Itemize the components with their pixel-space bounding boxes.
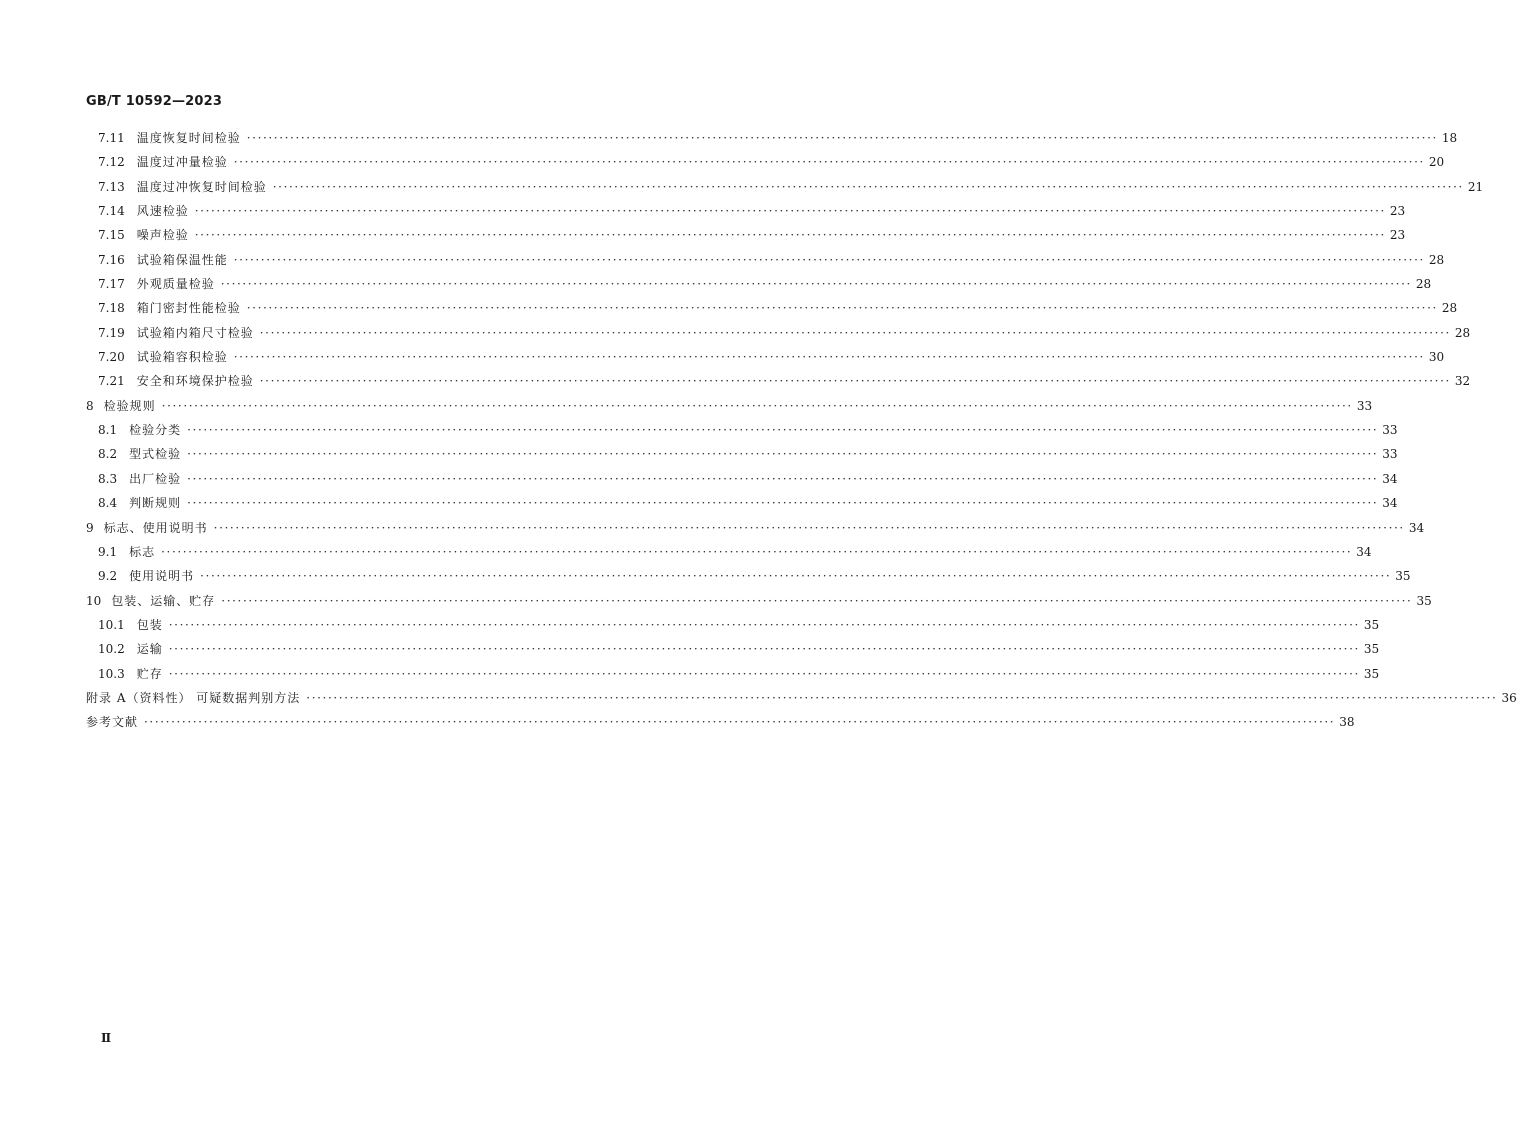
toc-entry-page: 33	[1382, 423, 1398, 438]
toc-entry-number: 10.2	[98, 642, 125, 657]
standard-code-header: GB/T 10592—2023	[86, 94, 223, 109]
toc-leader-dots: ····························································································································································································································	[187, 423, 1379, 438]
toc-entry-number: 8.2	[98, 447, 118, 462]
toc-entry[interactable]	[86, 199, 1406, 223]
toc-entry-number: 10	[86, 593, 102, 608]
toc-entry[interactable]	[86, 272, 1432, 296]
toc-leader-dots: ····························································································································································································································	[187, 471, 1379, 486]
toc-entry-number: 7.11	[98, 131, 125, 145]
toc-entry[interactable]	[86, 223, 1406, 247]
toc-entry-page: 38	[1339, 715, 1355, 730]
toc-entry[interactable]	[86, 613, 1380, 637]
toc-entry-page: 28	[1428, 252, 1445, 267]
toc-entry-title: 标志、使用说明书	[103, 520, 208, 535]
toc-leader-dots: ····························································································································································································································	[233, 155, 1425, 170]
toc-entry[interactable]	[86, 686, 1517, 710]
toc-entry-page: 28	[1415, 277, 1432, 292]
toc-entry-page: 35	[1416, 593, 1432, 608]
toc-leader-dots: ····························································································································································································································	[220, 277, 1412, 292]
toc-entry-number: 8.3	[98, 471, 118, 486]
toc-leader-dots: ····························································································································································································································	[161, 544, 1353, 559]
toc-entry-title: 使用说明书	[129, 569, 195, 584]
toc-entry-page: 33	[1356, 398, 1373, 413]
toc-leader-dots: ····························································································································································································································	[246, 301, 1438, 316]
toc-entry[interactable]	[86, 564, 1411, 588]
toc-entry-title: 参考文献	[86, 715, 139, 730]
toc-entry-title: 出厂检验	[129, 471, 182, 486]
toc-leader-dots: ····························································································································································································································	[194, 204, 1386, 219]
toc-entry-page: 35	[1363, 642, 1380, 657]
toc-entry[interactable]	[86, 126, 1458, 150]
toc-entry-page: 28	[1454, 325, 1471, 340]
toc-entry-page: 23	[1389, 228, 1406, 243]
table-of-contents	[86, 126, 1517, 735]
toc-entry-title: 标志	[129, 544, 156, 559]
toc-entry-page: 36	[1501, 690, 1517, 705]
toc-leader-dots: ····························································································································································································································	[194, 228, 1386, 243]
toc-entry-number: 7.16	[98, 252, 125, 267]
toc-entry[interactable]	[86, 662, 1380, 686]
toc-entry-title: 附录 A（资料性） 可疑数据判别方法	[86, 690, 301, 705]
toc-leader-dots: ····························································································································································································································	[200, 569, 1392, 584]
toc-entry-title: 噪声检验	[136, 228, 189, 243]
toc-leader-dots: ····························································································································································································································	[233, 252, 1425, 267]
toc-entry-number: 7.17	[98, 277, 125, 292]
toc-entry-page: 35	[1395, 569, 1411, 584]
toc-leader-dots: ····························································································································································································································	[213, 520, 1405, 535]
toc-entry[interactable]	[86, 467, 1398, 491]
toc-entry-title: 温度过冲量检验	[136, 155, 228, 170]
toc-entry-page: 32	[1454, 374, 1471, 389]
toc-entry-page: 23	[1389, 204, 1406, 219]
toc-leader-dots: ····························································································································································································································	[221, 593, 1413, 608]
toc-entry[interactable]	[86, 296, 1458, 320]
toc-entry-title: 型式检验	[129, 447, 182, 462]
toc-entry-number: 7.12	[98, 155, 125, 170]
toc-entry-number: 7.21	[98, 374, 125, 389]
toc-entry-number: 9.2	[98, 569, 118, 584]
toc-entry[interactable]	[86, 516, 1425, 540]
toc-entry-number: 7.19	[98, 325, 125, 340]
toc-entry[interactable]	[86, 150, 1445, 174]
toc-entry-title: 运输	[136, 642, 163, 657]
toc-entry-title: 贮存	[136, 666, 163, 681]
toc-entry-page: 35	[1363, 617, 1380, 632]
toc-leader-dots: ····························································································································································································································	[168, 617, 1360, 632]
toc-entry-title: 箱门密封性能检验	[136, 301, 241, 316]
toc-entry-page: 34	[1382, 496, 1398, 511]
toc-leader-dots: ····························································································································································································································	[187, 496, 1379, 511]
toc-entry-page: 33	[1382, 447, 1398, 462]
toc-leader-dots: ····························································································································································································································	[233, 350, 1425, 365]
toc-entry-page: 28	[1441, 301, 1458, 316]
toc-entry-number: 10.1	[98, 617, 125, 632]
toc-leader-dots: ····························································································································································································································	[168, 666, 1360, 681]
toc-entry-number: 7.18	[98, 301, 125, 316]
toc-entry-number: 10.3	[98, 666, 125, 681]
toc-entry-number: 8.1	[98, 423, 118, 438]
toc-entry-title: 试验箱内箱尺寸检验	[136, 325, 254, 340]
toc-entry-title: 试验箱容积检验	[136, 350, 228, 365]
toc-entry-number: 7.15	[98, 228, 125, 243]
toc-entry[interactable]	[86, 175, 1484, 199]
toc-entry-page: 35	[1363, 666, 1380, 681]
toc-entry[interactable]	[86, 248, 1445, 272]
toc-entry-title: 外观质量检验	[136, 277, 215, 292]
toc-entry[interactable]	[86, 540, 1372, 564]
toc-entry[interactable]	[86, 442, 1398, 466]
toc-entry-page: 34	[1408, 520, 1425, 535]
toc-entry-title: 温度过冲恢复时间检验	[136, 179, 267, 194]
toc-entry[interactable]	[86, 589, 1432, 613]
toc-leader-dots: ····························································································································································································································	[259, 374, 1451, 389]
toc-entry-title: 判断规则	[129, 496, 182, 511]
toc-leader-dots: ····························································································································································································································	[187, 447, 1379, 462]
toc-entry[interactable]	[86, 345, 1445, 369]
toc-entry[interactable]	[86, 321, 1471, 345]
toc-entry[interactable]	[86, 394, 1373, 418]
toc-leader-dots: ····························································································································································································································	[306, 690, 1498, 705]
toc-entry[interactable]	[86, 418, 1398, 442]
toc-entry-title: 风速检验	[136, 204, 189, 219]
toc-entry-page: 34	[1382, 471, 1398, 486]
toc-entry-page: 20	[1428, 155, 1445, 170]
toc-entry-title: 检验分类	[129, 423, 182, 438]
toc-entry[interactable]	[86, 491, 1398, 515]
toc-leader-dots: ····························································································································································································································	[161, 398, 1353, 413]
toc-entry-number: 9.1	[98, 544, 118, 559]
toc-entry-title: 检验规则	[103, 398, 156, 413]
toc-entry-number: 8	[86, 398, 94, 413]
toc-entry-title: 温度恢复时间检验	[136, 131, 241, 145]
page-number: Ⅱ	[101, 1031, 112, 1045]
toc-entry[interactable]	[86, 710, 1355, 734]
toc-leader-dots: ····························································································································································································································	[144, 715, 1336, 730]
toc-entry-title: 安全和环境保护检验	[136, 374, 254, 389]
toc-leader-dots: ····························································································································································································································	[259, 325, 1451, 340]
toc-entry-page: 21	[1467, 179, 1484, 194]
toc-entry-title: 包装、运输、贮存	[111, 593, 216, 608]
toc-entry-number: 8.4	[98, 496, 118, 511]
toc-entry-page: 18	[1441, 131, 1458, 145]
toc-entry-number: 7.20	[98, 350, 125, 365]
toc-leader-dots: ····························································································································································································································	[246, 131, 1438, 145]
toc-entry-title: 包装	[136, 617, 163, 632]
toc-leader-dots: ····························································································································································································································	[168, 642, 1360, 657]
toc-entry-number: 7.13	[98, 179, 125, 194]
toc-entry[interactable]	[86, 637, 1380, 661]
toc-entry-page: 34	[1356, 544, 1372, 559]
toc-entry[interactable]	[86, 369, 1471, 393]
toc-leader-dots: ····························································································································································································································	[272, 179, 1464, 194]
toc-entry-number: 9	[86, 520, 94, 535]
toc-entry-title: 试验箱保温性能	[136, 252, 228, 267]
toc-entry-page: 30	[1428, 350, 1445, 365]
toc-entry-number: 7.14	[98, 204, 125, 219]
